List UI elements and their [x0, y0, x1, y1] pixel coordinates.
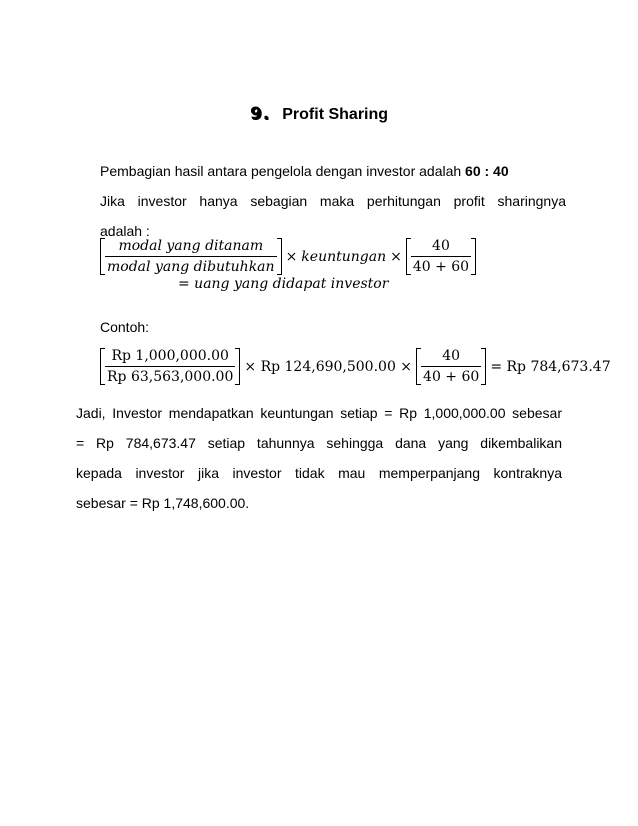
example-frac1-numerator: Rp 1,000,000.00 — [111, 348, 229, 364]
example-label: Contoh: — [100, 319, 150, 335]
section-title: Profit Sharing — [282, 106, 389, 123]
formula-times-1: × — [285, 248, 298, 265]
formula-fraction-2 — [411, 238, 471, 275]
conclusion-paragraph — [76, 398, 562, 518]
general-formula — [100, 238, 476, 275]
ratio-value: 60 : 40 — [465, 163, 509, 179]
example-formula — [100, 348, 615, 385]
example-middle-term: × Rp 124,690,500.00 × — [244, 358, 413, 375]
formula-frac2-numerator: 40 — [432, 238, 450, 254]
example-fraction-2 — [421, 348, 481, 385]
example-frac2-denominator: 40 + 60 — [421, 366, 481, 385]
section-heading — [0, 104, 638, 124]
example-fraction-1 — [105, 348, 235, 385]
conclusion-line-4: sebesar = Rp 1,748,600.00. — [76, 495, 250, 511]
example-frac2-numerator: 40 — [442, 348, 461, 364]
example-frac1-denominator: Rp 63,563,000.00 — [105, 366, 235, 385]
formula-bracket-1 — [100, 238, 282, 275]
example-result: = Rp 784,673.47 — [490, 358, 611, 375]
formula-middle-term: keuntungan — [301, 248, 387, 265]
intro-line-3: adalah : — [100, 223, 150, 239]
intro-line-2: Jika investor hanya sebagian maka perhitungan profit sharingnya — [100, 193, 566, 209]
formula-times-2: × — [390, 248, 402, 265]
conclusion-line-1: Jadi, Investor mendapatkan keuntungan setiap = Rp 1,000,000.00 sebesar — [76, 405, 562, 421]
formula-fraction-1 — [105, 238, 277, 275]
formula-frac1-denominator: modal yang dibutuhkan — [105, 256, 277, 275]
section-number: 9. — [249, 104, 271, 124]
example-bracket-2 — [416, 348, 486, 385]
formula-bracket-2 — [406, 238, 476, 275]
conclusion-line-3: kepada investor jika investor tidak mau memperpanjang kontraknya — [76, 465, 562, 481]
intro-line-1: Pembagian hasil antara pengelola dengan investor adalah 60 : 40 — [100, 163, 509, 179]
intro-paragraph — [100, 156, 566, 246]
formula-frac2-denominator: 40 + 60 — [411, 256, 471, 275]
conclusion-line-2: = Rp 784,673.47 setiap tahunnya sehingga dana yang dikembalikan — [76, 435, 562, 451]
example-bracket-1 — [100, 348, 240, 385]
formula-frac1-numerator: modal yang ditanam — [118, 238, 264, 254]
formula-result: = uang yang didapat investor — [178, 276, 389, 292]
